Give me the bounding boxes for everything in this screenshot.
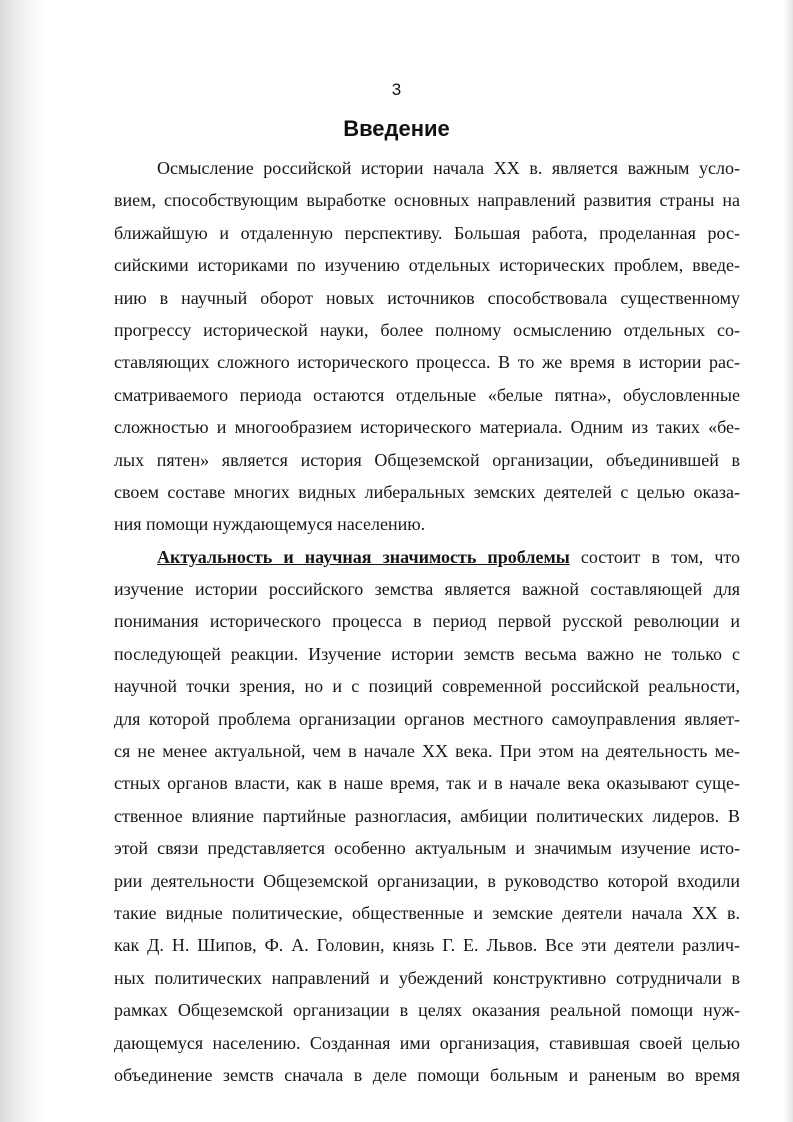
- text-line: научной точки зрения, но и с позиций современной российской реальности,: [114, 676, 740, 697]
- text-line: [114, 541, 740, 573]
- text-line: Осмысление российской истории начала XX в. является важным усло-: [157, 158, 740, 178]
- text-line: сложностью и многообразием исторического материала. Одним из таких «бе-: [114, 417, 740, 438]
- text-line: вием, способствующим выработке основных направлений развития страны на: [114, 190, 740, 211]
- paragraph-introduction: [114, 152, 740, 541]
- paragraph-relevance: [114, 541, 740, 1092]
- text-line: ближайшую и отдаленную перспективу. Большая работа, проделанная рос-: [114, 222, 740, 243]
- text-line: ния помощи нуждающемуся населению.: [114, 514, 426, 535]
- text-line: этой связи представляется особенно актуальным и значимым изучение исто-: [114, 838, 740, 859]
- text-line: ных политических направлений и убеждений конструктивно сотрудничали в: [114, 967, 740, 988]
- text-line: дающемуся населению. Созданная ими организация, ставившая своей целью: [114, 1032, 740, 1053]
- text-line: как Д. Н. Шипов, Ф. А. Головин, князь Г. Е. Львов. Все эти деятели различ-: [114, 935, 740, 956]
- relevance-heading: Актуальность и научная значимость проблемы: [157, 546, 570, 567]
- text-line: для которой проблема организации органов местного самоуправления являет-: [114, 708, 740, 729]
- text-line: прогрессу исторической науки, более полному осмыслению отдельных со-: [114, 319, 740, 340]
- text-line: рамках Общеземской организации в целях оказания реальной помощи нуж-: [114, 1000, 740, 1021]
- text-line: рии деятельности Общеземской организации, в руководство которой входили: [114, 870, 740, 891]
- text-line: ственное влияние партийные разногласия, амбиции политических лидеров. В: [114, 805, 740, 826]
- text-line: изучение истории российского земства является важной составляющей для: [114, 579, 740, 600]
- scan-shadow-right: [783, 0, 793, 1122]
- document-body: [114, 152, 740, 1091]
- page-title: Введение: [343, 116, 450, 141]
- text-line: ся не менее актуальной, чем в начале XX века. При этом на деятельность ме-: [114, 741, 740, 762]
- text-line: стных органов власти, как в наше время, так и в начале века оказывают суще-: [114, 773, 740, 794]
- page-number: 3: [391, 80, 402, 99]
- text-line: нию в научный оборот новых источников способствовала существенному: [114, 287, 740, 308]
- text-line: объединение земств сначала в деле помощи больным и раненым во время: [114, 1064, 740, 1085]
- text-line: такие видные политические, общественные и земские деятели начала XX в.: [114, 902, 740, 923]
- text-fragment: состоит в том, что: [569, 546, 740, 567]
- text-line: сийскими историками по изучению отдельных исторических проблем, введе-: [114, 255, 740, 276]
- text-line: своем составе многих видных либеральных земских деятелей с целью оказа-: [114, 481, 740, 502]
- text-line: ставляющих сложного исторического процесса. В то же время в истории рас-: [114, 352, 740, 373]
- text-line: последующей реакции. Изучение истории земств весьма важно не только с: [114, 643, 740, 664]
- text-line: лых пятен» является история Общеземской организации, объединившей в: [114, 449, 740, 470]
- text-line: понимания исторического процесса в период первой русской революции и: [114, 611, 740, 632]
- scan-shadow-left: [0, 0, 48, 1122]
- text-line: сматриваемого периода остаются отдельные «белые пятна», обусловленные: [114, 384, 740, 405]
